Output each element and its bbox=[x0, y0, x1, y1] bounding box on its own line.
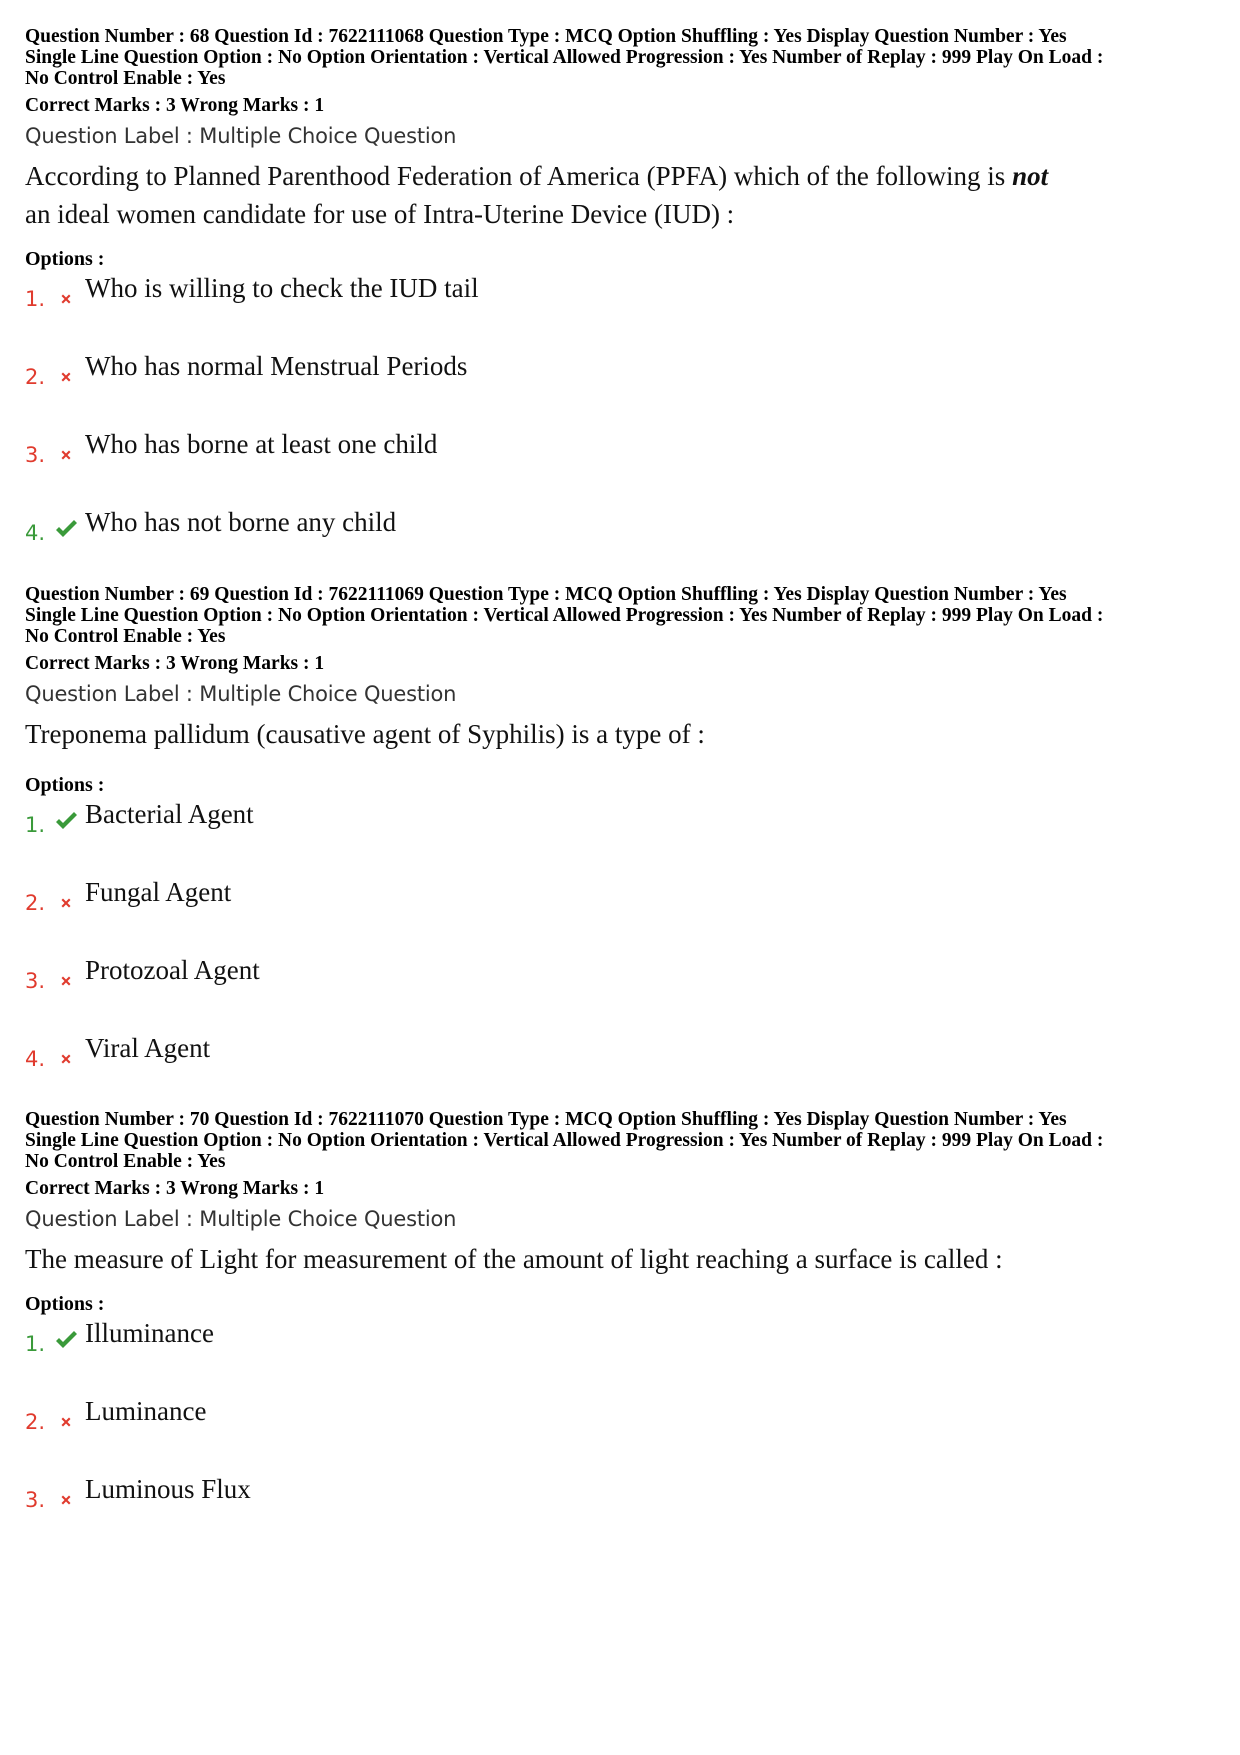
question-marks: Correct Marks : 3 Wrong Marks : 1 bbox=[25, 653, 325, 674]
question-meta-line-1: Question Number : 69 Question Id : 7622111069 Question Type : MCQ Option Shuffling : Yes Display Question Number : Yes bbox=[25, 584, 1067, 605]
option-text: Viral Agent bbox=[85, 1033, 211, 1063]
option-text: Who is willing to check the IUD tail bbox=[85, 273, 479, 303]
question-meta-line-3: No Control Enable : Yes bbox=[25, 1151, 226, 1172]
option-number: 3. bbox=[25, 1488, 46, 1512]
option-number: 2. bbox=[25, 1410, 46, 1434]
question-label: Question Label : Multiple Choice Question bbox=[25, 682, 457, 706]
cross-icon bbox=[57, 446, 75, 464]
check-icon bbox=[54, 517, 78, 541]
cross-icon bbox=[57, 368, 75, 386]
question-text: Treponema pallidum (causative agent of Syphilis) is a type of : bbox=[25, 719, 705, 749]
option-number: 1. bbox=[25, 1332, 46, 1356]
question-label: Question Label : Multiple Choice Question bbox=[25, 1207, 457, 1231]
option-text: Fungal Agent bbox=[85, 877, 232, 907]
option-text: Illuminance bbox=[85, 1318, 214, 1348]
cross-icon bbox=[57, 290, 75, 308]
option-text: Bacterial Agent bbox=[85, 799, 254, 829]
options-list bbox=[25, 1318, 1215, 1578]
question-meta-line-1: Question Number : 70 Question Id : 7622111070 Question Type : MCQ Option Shuffling : Yes Display Question Number : Yes bbox=[25, 1109, 1067, 1130]
question-70 bbox=[25, 1109, 1215, 1578]
question-text-emphasis: not bbox=[1012, 161, 1049, 191]
options-label: Options : bbox=[25, 248, 105, 270]
question-meta-line-1: Question Number : 68 Question Id : 7622111068 Question Type : MCQ Option Shuffling : Yes Display Question Number : Yes bbox=[25, 26, 1067, 47]
question-text-part-2: an ideal women candidate for use of Intra-Uterine Device (IUD) : bbox=[25, 199, 735, 229]
question-marks: Correct Marks : 3 Wrong Marks : 1 bbox=[25, 95, 325, 116]
option-number: 3. bbox=[25, 443, 46, 467]
question-meta-line-2: Single Line Question Option : No Option Orientation : Vertical Allowed Progression : Yes Number of Replay : 999 Play On Load : bbox=[25, 47, 1104, 68]
options-list bbox=[25, 273, 1215, 603]
option-text: Luminous Flux bbox=[85, 1474, 251, 1504]
question-meta-line-3: No Control Enable : Yes bbox=[25, 626, 226, 647]
question-meta-line-2: Single Line Question Option : No Option Orientation : Vertical Allowed Progression : Yes Number of Replay : 999 Play On Load : bbox=[25, 605, 1104, 626]
cross-icon bbox=[57, 894, 75, 912]
options-label: Options : bbox=[25, 1293, 105, 1315]
option-text: Luminance bbox=[85, 1396, 207, 1426]
cross-icon bbox=[57, 1413, 75, 1431]
question-label: Question Label : Multiple Choice Question bbox=[25, 124, 457, 148]
option-text: Who has not borne any child bbox=[85, 507, 397, 537]
option-number: 1. bbox=[25, 287, 46, 311]
check-icon bbox=[54, 809, 78, 833]
options-list bbox=[25, 799, 1215, 1129]
question-68 bbox=[25, 26, 1215, 603]
question-meta-line-2: Single Line Question Option : No Option Orientation : Vertical Allowed Progression : Yes Number of Replay : 999 Play On Load : bbox=[25, 1130, 1104, 1151]
cross-icon bbox=[57, 1050, 75, 1068]
question-text bbox=[25, 157, 1055, 233]
options-label: Options : bbox=[25, 774, 105, 796]
option-number: 4. bbox=[25, 521, 46, 545]
option-text: Who has normal Menstrual Periods bbox=[85, 351, 468, 381]
option-number: 3. bbox=[25, 969, 46, 993]
cross-icon bbox=[57, 1491, 75, 1509]
option-text: Protozoal Agent bbox=[85, 955, 260, 985]
question-69 bbox=[25, 584, 1215, 1129]
cross-icon bbox=[57, 972, 75, 990]
option-text: Who has borne at least one child bbox=[85, 429, 438, 459]
question-text-part-1: According to Planned Parenthood Federation of America (PPFA) which of the following is bbox=[25, 161, 1013, 191]
option-number: 1. bbox=[25, 813, 46, 837]
question-text: The measure of Light for measurement of the amount of light reaching a surface is called : bbox=[25, 1244, 1003, 1274]
option-number: 2. bbox=[25, 891, 46, 915]
check-icon bbox=[54, 1328, 78, 1352]
question-marks: Correct Marks : 3 Wrong Marks : 1 bbox=[25, 1178, 325, 1199]
question-meta-line-3: No Control Enable : Yes bbox=[25, 68, 226, 89]
option-number: 4. bbox=[25, 1047, 46, 1071]
option-number: 2. bbox=[25, 365, 46, 389]
